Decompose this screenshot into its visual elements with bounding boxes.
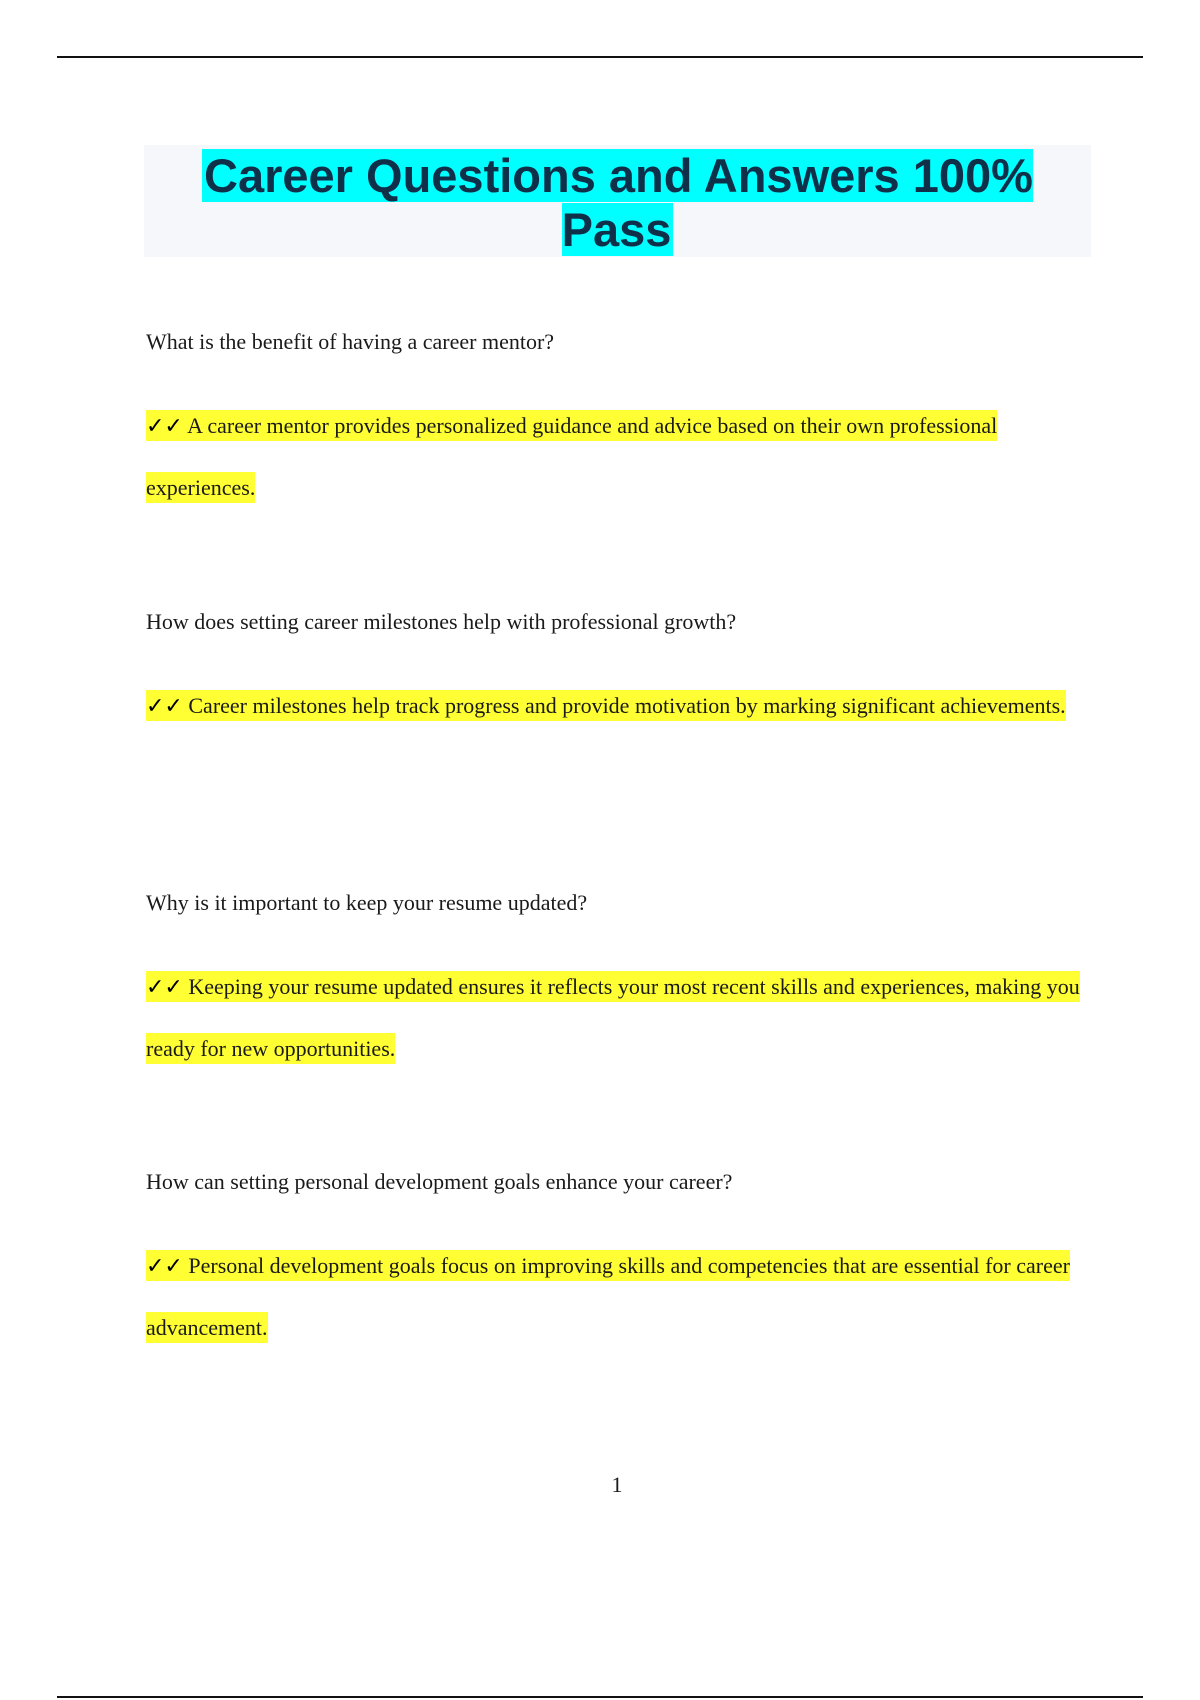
- bottom-rule: [57, 1696, 1143, 1698]
- double-check-icon: ✓✓: [146, 414, 183, 439]
- qa-item-2: [146, 607, 1096, 737]
- double-check-icon: ✓✓: [146, 694, 183, 719]
- answer-3: [146, 956, 1096, 1079]
- qa-item-3: [146, 888, 1096, 1079]
- answer-text-1: A career mentor provides personalized guidance and advice based on their own professional experiences.: [146, 413, 998, 500]
- answer-1: [146, 395, 1096, 518]
- answer-highlight-3: [146, 971, 1080, 1064]
- document-title: [144, 145, 1091, 257]
- question-2: How does setting career milestones help with professional growth?: [146, 609, 737, 634]
- answer-highlight-1: [146, 410, 997, 503]
- answer-text-2: Career milestones help track progress and provide motivation by marking significant achievements.: [188, 693, 1066, 718]
- question-4: How can setting personal development goals enhance your career?: [146, 1169, 733, 1194]
- double-check-icon: ✓✓: [146, 1254, 183, 1279]
- document-title-text: Career Questions and Answers 100% Pass: [204, 149, 1033, 256]
- answer-2: [146, 675, 1096, 737]
- answer-4: [146, 1235, 1096, 1358]
- answer-text-3: Keeping your resume updated ensures it reflects your most recent skills and experiences, making you ready for new opportunities.: [146, 974, 1080, 1061]
- qa-item-1: [146, 327, 1096, 518]
- question-3: Why is it important to keep your resume updated?: [146, 890, 588, 915]
- double-check-icon: ✓✓: [146, 975, 183, 1000]
- qa-item-4: [146, 1167, 1096, 1358]
- answer-highlight-4: [146, 1250, 1070, 1343]
- top-rule: [57, 56, 1143, 58]
- page-number: 1: [611, 1472, 623, 1497]
- answer-highlight-2: [146, 690, 1066, 721]
- title-box: [144, 145, 1091, 257]
- answer-text-4: Personal development goals focus on improving skills and competencies that are essential for career advancement.: [146, 1253, 1070, 1340]
- question-1: What is the benefit of having a career mentor?: [146, 329, 555, 354]
